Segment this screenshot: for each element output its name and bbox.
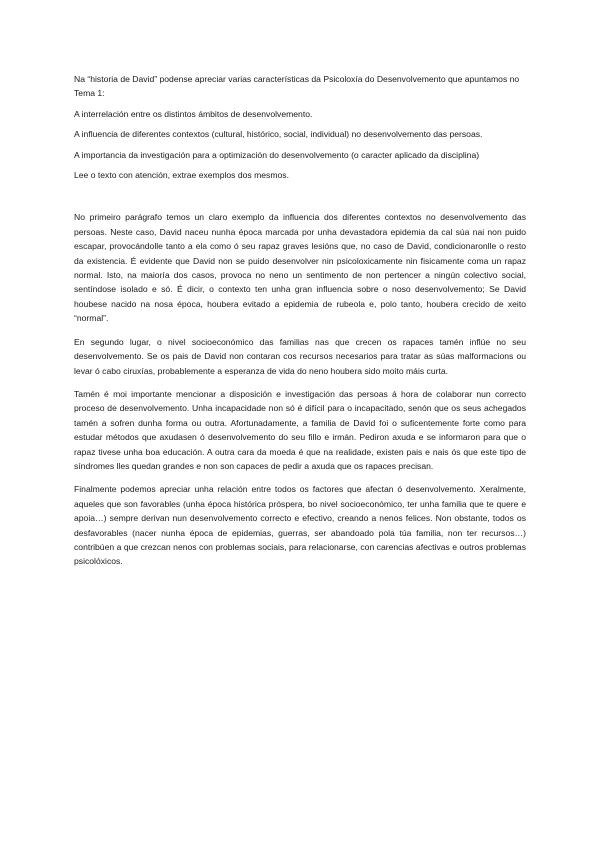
answer-paragraph-1: No primeiro parágrafo temos un claro exemplo da influencia dos diferentes contextos no desenvolvemento das persoas. Neste caso, David naceu nunha época marcada por unha devastadora epidemia da cal súa nai non puido escapar, provocándolle tanto a ela como ó seu rapaz graves lesións que, no caso de David, condicionaronlle o resto da existencia. É evidente que David non se puido desenvolver nin psicoloxicamente nin fisicamente coma un rapaz normal. Isto, na maioría dos casos, provoca no neno un sentimento de non pertencer a ningún colectivo social, sentíndose isolado e só. É dicir, o contexto ten unha gran influencia sobre o noso desenvolvemento; Se David houbese nacido na nosa época, houbera evitado a epidemia de rubeola e, polo tanto, houbera crecido de xeito “normal”.	[74, 212, 526, 324]
intro-paragraph-question: Na “historia de David” podense apreciar varias características da Psicoloxía do Desenvolvemento que apuntamos no Tema 1:	[74, 74, 520, 99]
answer-paragraph-2: En segundo lugar, o nivel socioeconómico das familias nas que crecen os rapaces tamén inflúe no seu desenvolvemento. Se os pais de David non contaran cos recursos necesarios para tratar as súas malformacions ou levar ó cabo ciruxías, probablemente a esperanza de vida do neno houbera sido moito máis curta.	[74, 336, 526, 376]
answer-section	[74, 210, 526, 568]
intro-instruction: Lee o texto con atención, extrae exemplos dos mesmos.	[74, 170, 289, 181]
document-content	[74, 72, 526, 578]
intro-item-research: A importancia da investigación para a optimización do desenvolvemento (o caracter aplicado da disciplina)	[74, 149, 480, 160]
answer-paragraph-3: Tamén é moi importante mencionar a disposición e investigación das persoas á hora de colaborar nun correcto proceso de desenvolvemento. Unha incapacidade non só é difícil para o incapacitado, senón que os seus achegados tamén a sofren dunha forma ou outra. Afortunadamente, a familia de David foi o suficentemente forte como para estudar métodos que axudasen ó desenvolvemento do seu fillo e irmán. Pediron axuda e se informaron para que o rapaz tivese unha boa educación. A outra cara da moeda é que na realidade, existen pais e nais ós que este tipo de síndromes lles quedan grandes e non son capaces de pedir a axuda que os rapaces precisan.	[74, 388, 526, 471]
intro-item-interrelation: A interrelación entre os distintos ámbitos de desenvolvemento.	[74, 108, 313, 119]
answer-paragraph-4: Finalmente podemos apreciar unha relación entre todos os factores que afectan ó desenvolvemento. Xeralmente, aqueles que son favorables (unha época histórica próspera, bo nivel socioeconómico, ter unha familia que te quere e apoia…) sempre derivan nun desenvolvemento correcto e efectivo, creando a nenos felices. Non obstante, todos os desfavorables (nacer nunha época de epidemias, guerras, ser abandoado pola túa familia, non ter recursos…) contribúen a que crezcan nenos con problemas sociais, para relacionarse, con carencias afectivas e outros problemas psicolóxicos.	[74, 484, 526, 567]
intro-section	[74, 72, 526, 182]
intro-item-contexts: A influencia de diferentes contextos (cultural, histórico, social, individual) no desenvolvemento das persoas.	[74, 129, 483, 140]
